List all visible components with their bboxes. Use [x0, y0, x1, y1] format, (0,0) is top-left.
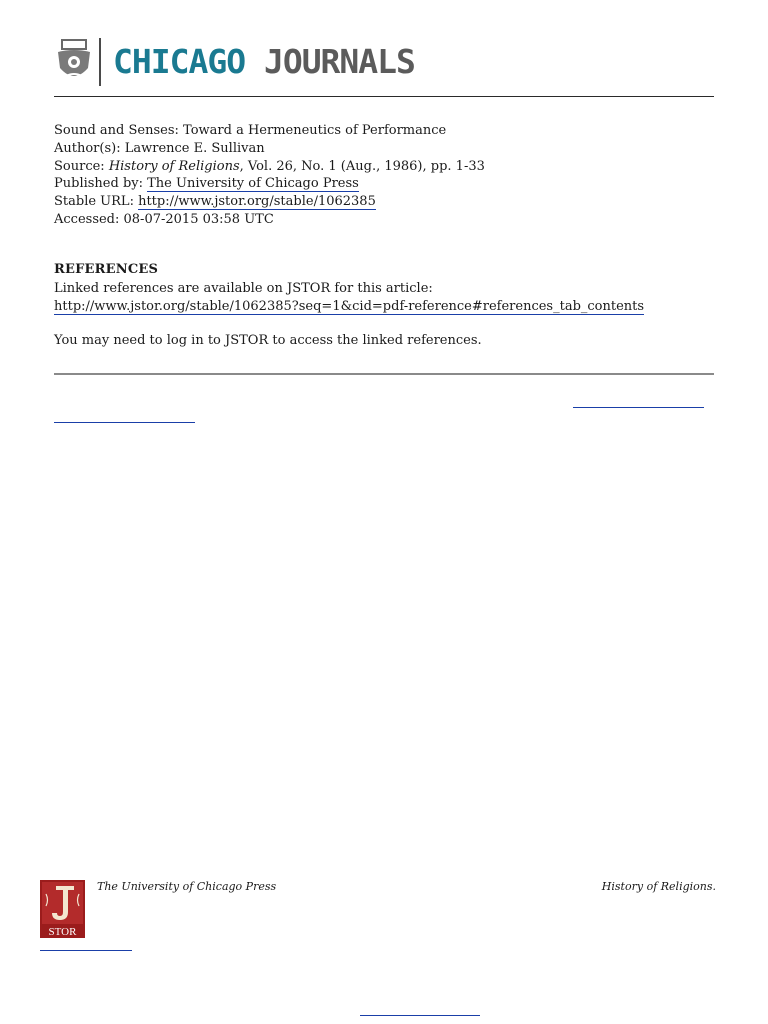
publisher-link[interactable]: The University of Chicago Press: [147, 176, 359, 192]
author-label: Author(s):: [54, 140, 125, 156]
article-title: Sound and Senses: Toward a Hermeneutics of Performance: [54, 123, 447, 138]
stable-url-line: [54, 193, 485, 211]
header-divider: [99, 38, 101, 86]
article-metadata: [54, 122, 485, 229]
references-intro: Linked references are available on JSTOR for this article:: [54, 281, 433, 296]
footer-publisher: The University of Chicago Press: [97, 880, 277, 893]
stable-url-link[interactable]: http://www.jstor.org/stable/1062385: [138, 194, 376, 210]
author-line: [54, 140, 485, 158]
header-rule: [54, 96, 714, 97]
source-journal: History of Religions: [108, 158, 240, 174]
publisher-line: [54, 175, 485, 193]
blank-link-1[interactable]: [573, 407, 704, 408]
author-name: Lawrence E. Sullivan: [124, 140, 265, 156]
stable-url-label: Stable URL:: [54, 194, 139, 210]
source-details: , Vol. 26, No. 1 (Aug., 1986), pp. 1-33: [239, 158, 485, 174]
brand-part2: JOURNALS: [263, 42, 415, 81]
publisher-label: Published by:: [54, 176, 148, 192]
jstor-logo-text: STOR: [48, 926, 77, 938]
blank-link-3[interactable]: [40, 950, 132, 951]
jstor-logo-icon: [40, 880, 85, 938]
login-note: You may need to log in to JSTOR to access the linked references.: [54, 333, 482, 348]
source-line: [54, 158, 485, 176]
footer-journal: History of Religions.: [601, 880, 716, 893]
references-link[interactable]: http://www.jstor.org/stable/1062385?seq=1&cid=pdf-reference#references_tab_contents: [54, 298, 645, 314]
chicago-shield-icon: [54, 38, 104, 86]
source-label: Source:: [54, 158, 109, 174]
references-body: [54, 280, 644, 316]
brand-part1: CHICAGO: [113, 42, 246, 81]
references-heading: REFERENCES: [54, 262, 159, 277]
blank-link-4[interactable]: [360, 1015, 480, 1016]
blank-link-2[interactable]: [54, 422, 195, 423]
section-rule: [54, 373, 714, 375]
chicago-journals-wordmark: [113, 42, 415, 81]
accessed-line: Accessed: 08-07-2015 03:58 UTC: [54, 211, 274, 227]
